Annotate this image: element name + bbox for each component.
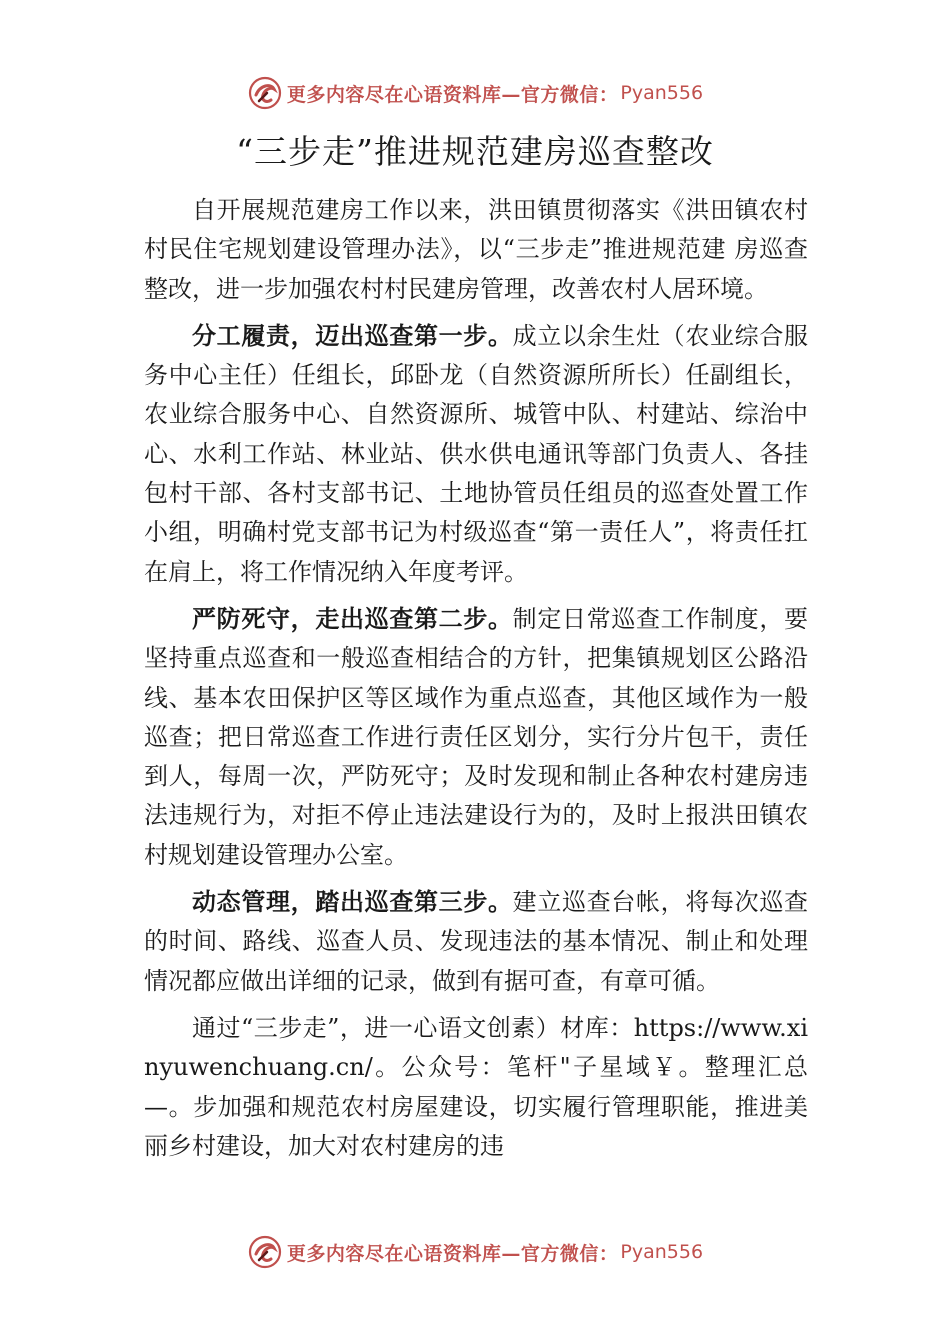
red-seal-logo-icon: [247, 1234, 283, 1270]
paragraph-text: 自开展规范建房工作以来，洪田镇贯彻落实《洪田镇农村村民住宅规划建设管理办法》，以“三步走”推进规范建 房巡查整改，进一步加强农村村民建房管理，改善农村人居环境。: [144, 196, 808, 303]
banner-text: 更多内容尽在心语资料库—官方微信：: [286, 1242, 619, 1265]
paragraph-step-one: [144, 317, 808, 592]
paragraph-step-two: [144, 600, 808, 875]
paragraph-lead: 严防死守，走出巡查第二步。: [192, 604, 513, 633]
document-title: “三步走”推进规范建房巡查整改: [236, 132, 714, 171]
banner-wechat-id: Pyan556: [620, 82, 704, 104]
banner-text: 更多内容尽在心语资料库—官方微信：: [286, 83, 619, 106]
paragraph-lead: 动态管理，踏出巡查第三步。: [192, 888, 513, 917]
header-watermark-banner: [0, 73, 950, 113]
paragraph-lead: 分工履责，迈出巡查第一步。: [192, 321, 513, 350]
document-body: [144, 191, 808, 1174]
footer-watermark-banner: [0, 1232, 950, 1272]
paragraph-intro: [144, 191, 808, 309]
paragraph-step-three: [144, 883, 808, 1001]
banner-wechat-id: Pyan556: [620, 1241, 704, 1263]
paragraph-conclusion: [144, 1009, 808, 1166]
paragraph-text: 制定日常巡查工作制度，要坚持重点巡查和一般巡查相结合的方针，把集镇规划区公路沿线、基本农田保护区等区域作为重点巡查，其他区域作为一般巡查；把日常巡查工作进行责任区划分，实行分片包干，责任到人，每周一次，严防死守；及时发现和制止各种农村建房违法违规行为，对拒不停止违法建设行为的，及时上报洪田镇农村规划建设管理办公室。: [144, 604, 809, 869]
paragraph-text: 通过“三步走”，进一心语文创素）材库：https://www.xinyuwenchuang.cn/。公众号：笔杆"子星域￥。整理汇总—。步加强和规范农村房屋建设，切实履行管理职能，推进美丽乡村建设，加大对农村建房的违: [144, 1013, 808, 1160]
red-seal-logo-icon: [247, 75, 283, 111]
paragraph-text: 成立以余生灶（农业综合服务中心主任）任组长，邱卧龙（自然资源所所长）任副组长，农业综合服务中心、自然资源所、城管中队、村建站、综治中心、水利工作站、林业站、供水供电通讯等部门负责人、各挂包村干部、各村支部书记、土地协管员任组员的巡查处置工作小组，明确村党支部书记为村级巡查“第一责任人”，将责任扛在肩上，将工作情况纳入年度考评。: [144, 321, 809, 586]
paragraph-text: 建立巡查台帐，将每次巡查的时间、路线、巡查人员、发现违法的基本情况、制止和处理情况都应做出详细的记录，做到有据可查，有章可循。: [144, 888, 809, 995]
